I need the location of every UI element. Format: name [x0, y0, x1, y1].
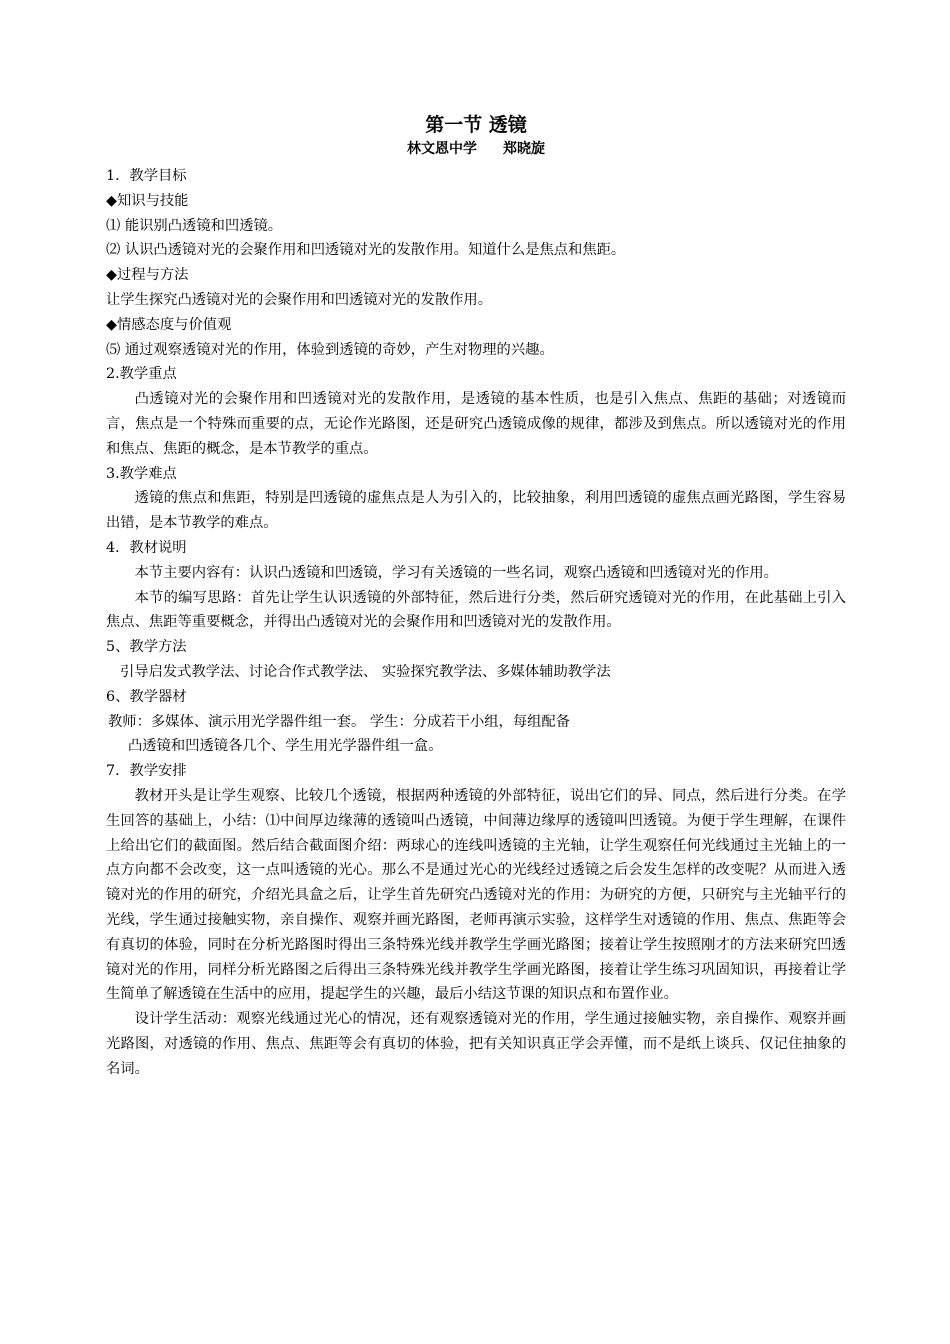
document-line: ⑴ 能识别凸透镜和凹透镜。	[106, 217, 283, 234]
school-name: 林文恩中学	[407, 141, 477, 157]
document-paragraph: 本节主要内容有：认识凸透镜和凹透镜，学习有关透镜的一些名词，观察凸透镜和凹透镜对光的作用。	[134, 564, 778, 581]
document-line: ◆情感态度与价值观	[106, 316, 232, 333]
document-line: ◆过程与方法	[106, 267, 189, 284]
document-paragraph: 透镜的焦点和焦距，特别是凹透镜的虚焦点是人为引入的，比较抽象，利用凹透镜的虚焦点画光路图，学生容易出错，是本节教学的难点。	[106, 490, 846, 532]
document-paragraph: 教师：多媒体、演示用光学器件组一套。 学生：分成若干小组，每组配备	[108, 713, 571, 730]
document-paragraph: 凸透镜对光的会聚作用和凹透镜对光的发散作用，是透镜的基本性质，也是引入焦点、焦距的基础；对透镜而言，焦点是一个特殊而重要的点，无论作光路图，还是研究凸透镜成像的规律，都涉及到焦点。所以透镜对光的作用和焦点、焦距的概念，是本节教学的重点。	[106, 391, 846, 457]
document-paragraph: 设计学生活动：观察光线通过光心的情况，还有观察透镜对光的作用，学生通过接触实物，亲自操作、观察并画光路图，对透镜的作用、焦点、焦距等会有真切的体验，把有关知识真正学会弄懂，而不是纸上谈兵、仅记住抽象的名词。	[106, 1011, 846, 1077]
document-line: ⑵ 认识凸透镜对光的会聚作用和凹透镜对光的发散作用。知道什么是焦点和焦距。	[106, 242, 626, 259]
document-line: 4．教材说明	[106, 539, 187, 556]
document-line: 3.教学难点	[106, 465, 177, 482]
document-paragraph: 引导启发式教学法、讨论合作式教学法、 实验探究教学法、多媒体辅助教学法	[120, 663, 611, 680]
document-line: ◆知识与技能	[106, 192, 189, 209]
document-line: 6、教学器材	[106, 688, 187, 705]
author-name: 郑晓旋	[503, 141, 545, 157]
document-line: 5、教学方法	[106, 639, 187, 656]
document-title: 第一节 透镜	[425, 114, 527, 136]
document-line: 2.教学重点	[106, 366, 177, 383]
document-line: ⑸ 通过观察透镜对光的作用，体验到透镜的奇妙，产生对物理的兴趣。	[106, 341, 554, 358]
document-paragraph: 本节的编写思路：首先让学生认识透镜的外部特征，然后进行分类，然后研究透镜对光的作用，在此基础上引入焦点、焦距等重要概念，并得出凸透镜对光的会聚作用和凹透镜对光的发散作用。	[106, 589, 846, 631]
document-line: 7．教学安排	[106, 763, 187, 780]
document-line: 1．教学目标	[106, 168, 187, 184]
document-paragraph: 凸透镜和凹透镜各几个、学生用光学器件组一盒。	[128, 738, 443, 755]
document-paragraph: 教材开头是让学生观察、比较几个透镜，根据两种透镜的外部特征，说出它们的异、同点，然后进行分类。在学生回答的基础上，小结：⑴中间厚边缘薄的透镜叫凸透镜，中间薄边缘厚的透镜叫凹透镜。为便于学生理解，在课件上给出它们的截面图。然后结合截面图介绍：两球心的连线叫透镜的主光轴，让学生观察任何光线通过主光轴上的一点方向都不会改变，这一点叫透镜的光心。那么不是通过光心的光线经过透镜之后会发生怎样的改变呢？从而进入透镜对光的作用的研究，介绍光具盒之后，让学生首先研究凸透镜对光的作用：为研究的方便，只研究与主光轴平行的光线，学生通过接触实物，亲自操作、观察并画光路图，老师再演示实验，这样学生对透镜的作用、焦点、焦距等会有真切的体验，同时在分析光路图时得出三条特殊光线并教学生学画光路图；接着让学生按照刚才的方法来研究凹透镜对光的作用，同样分析光路图之后得出三条特殊光线并教学生学画光路图，接着让学生练习巩固知识，再接着让学生简单了解透镜在生活中的应用，提起学生的兴趣，最后小结这节课的知识点和布置作业。	[106, 787, 846, 1003]
document-line: 让学生探究凸透镜对光的会聚作用和凹透镜对光的发散作用。	[106, 291, 493, 308]
document-body	[106, 164, 846, 1081]
document-byline	[106, 138, 846, 160]
